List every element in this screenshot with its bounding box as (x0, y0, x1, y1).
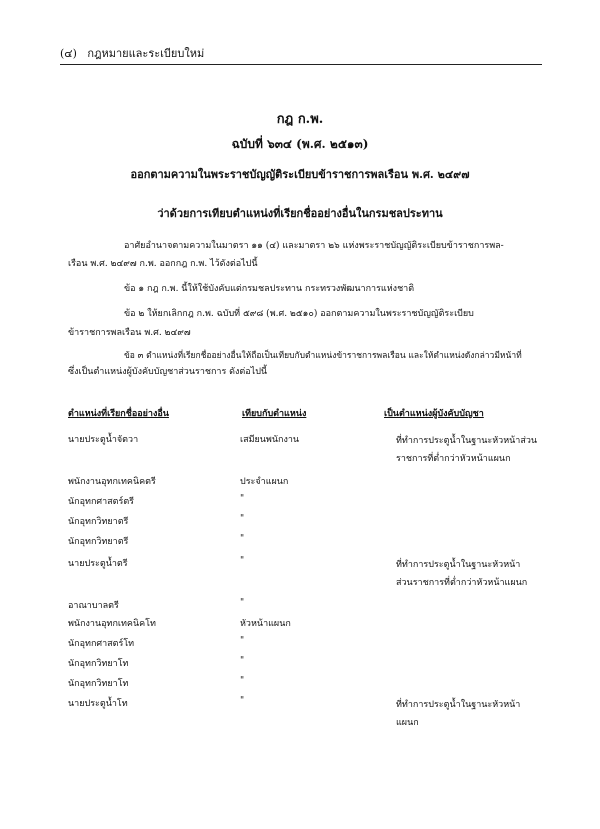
cell-title: นักอุทกวิทยาตรี (68, 537, 129, 547)
cell-equivalent: " (240, 514, 245, 524)
cell-equivalent: " (240, 598, 245, 608)
clause-2-line2: ข้าราชการพลเรือน พ.ศ. ๒๔๙๗ (68, 328, 191, 338)
regulation-number: ฉบับที่ ๖๓๔ (พ.ศ. ๒๕๑๓) (231, 137, 369, 151)
table-row (68, 432, 548, 464)
cell-supervisor (396, 696, 520, 732)
header-title: กฎหมายและระเบียบใหม่ (87, 47, 205, 60)
table-row (68, 474, 548, 488)
cell-equivalent: เสมียนพนักงาน (240, 435, 300, 445)
cell-title: นายประตูน้ำจัตวา (68, 435, 139, 445)
column-header-supervisor: เป็นตำแหน่งผู้บังคับบัญชา (384, 409, 484, 419)
table-row (68, 616, 548, 630)
cell-supervisor-line2: แผนก (396, 718, 419, 728)
table-row (68, 636, 548, 650)
table-row (68, 696, 548, 728)
regulation-title: กฎ ก.พ. (276, 112, 324, 127)
table-row (68, 556, 548, 588)
cell-supervisor-line1: ที่ทำการประตูน้ำในฐานะหัวหน้า (396, 700, 521, 710)
header-rule (60, 64, 542, 65)
page-header (60, 44, 204, 62)
cell-title: นักอุทกศาสตร์โท (68, 639, 135, 649)
cell-equivalent: " (240, 534, 245, 544)
cell-title: นายประตูน้ำตรี (68, 559, 128, 569)
cell-equivalent: " (240, 696, 245, 706)
clause-3-line2: ซึ่งเป็นตำแหน่งผู้บังคับบัญชาส่วนราชการ ดังต่อไปนี้ (68, 367, 268, 377)
cell-supervisor (396, 556, 527, 592)
cell-equivalent: ประจำแผนก (240, 477, 289, 487)
cell-equivalent: " (240, 656, 245, 666)
cell-supervisor-line2: ส่วนราชการที่ต่ำกว่าหัวหน้าแผนก (396, 578, 528, 588)
regulation-authority: ออกตามความในพระราชบัญญัติระเบียบข้าราชการพลเรือน พ.ศ. ๒๔๙๗ (130, 168, 470, 181)
cell-title: นักอุทกศาสตร์ตรี (68, 497, 135, 507)
cell-supervisor-line1: ที่ทำการประตูน้ำในฐานะหัวหน้าส่วน (396, 436, 538, 446)
table-row (68, 656, 548, 670)
paragraph-preamble-line1: อาศัยอำนาจตามความในมาตรา ๑๑ (๔) และมาตรา ๒๖ แห่งพระราชบัญญัติระเบียบข้าราชการพล- (124, 241, 504, 251)
cell-title: อาณาบาลตรี (68, 601, 119, 611)
table-row (68, 534, 548, 548)
page-number: (๔) (60, 47, 77, 60)
cell-supervisor-line2: ราชการที่ต่ำกว่าหัวหน้าแผนก (396, 454, 511, 464)
cell-equivalent: " (240, 676, 245, 686)
cell-equivalent: " (240, 636, 245, 646)
table-row (68, 676, 548, 690)
cell-equivalent: หัวหน้าแผนก (240, 619, 291, 629)
cell-title: พนักงานอุทกเทคนิคโท (68, 619, 156, 629)
cell-equivalent: " (240, 556, 245, 566)
paragraph-preamble-line2: เรือน พ.ศ. ๒๔๙๗ ก.พ. ออกกฎ ก.พ. ไว้ดังต่อไปนี้ (68, 259, 258, 269)
clause-1: ข้อ ๑ กฎ ก.พ. นี้ให้ใช้บังคับแต่กรมชลประทาน กระทรวงพัฒนาการแห่งชาติ (124, 284, 415, 294)
cell-supervisor (396, 432, 537, 468)
clause-2-line1: ข้อ ๒ ให้ยกเลิกกฎ ก.พ. ฉบับที่ ๕๙๘ (พ.ศ. ๒๕๑๐) ออกตามความในพระราชบัญญัติระเบียบ (124, 309, 474, 319)
cell-supervisor-line1: ที่ทำการประตูน้ำในฐานะหัวหน้า (396, 560, 521, 570)
column-header-other-title: ตำแหน่งที่เรียกชื่ออย่างอื่น (68, 409, 169, 419)
regulation-subject: ว่าด้วยการเทียบตำแหน่งที่เรียกชื่ออย่างอื่นในกรมชลประทาน (157, 207, 443, 220)
cell-title: นักอุทกวิทยาโท (68, 659, 129, 669)
cell-title: นายประตูน้ำโท (68, 699, 128, 709)
table-row (68, 514, 548, 528)
cell-title: พนักงานอุทกเทคนิคตรี (68, 477, 156, 487)
cell-title: นักอุทกวิทยาตรี (68, 517, 129, 527)
table-row (68, 598, 548, 612)
column-header-equivalent: เทียบกับตำแหน่ง (242, 409, 307, 419)
cell-title: นักอุทกวิทยาโท (68, 679, 129, 689)
cell-equivalent: " (240, 494, 245, 504)
clause-3-line1: ข้อ ๓ ตำแหน่งที่เรียกชื่ออย่างอื่นให้ถือเป็นเทียบกับตำแหน่งข้าราชการพลเรือน และให้ตำแหน่งดังกล่าวมีหน้าที่ (124, 351, 522, 361)
table-row (68, 494, 548, 508)
